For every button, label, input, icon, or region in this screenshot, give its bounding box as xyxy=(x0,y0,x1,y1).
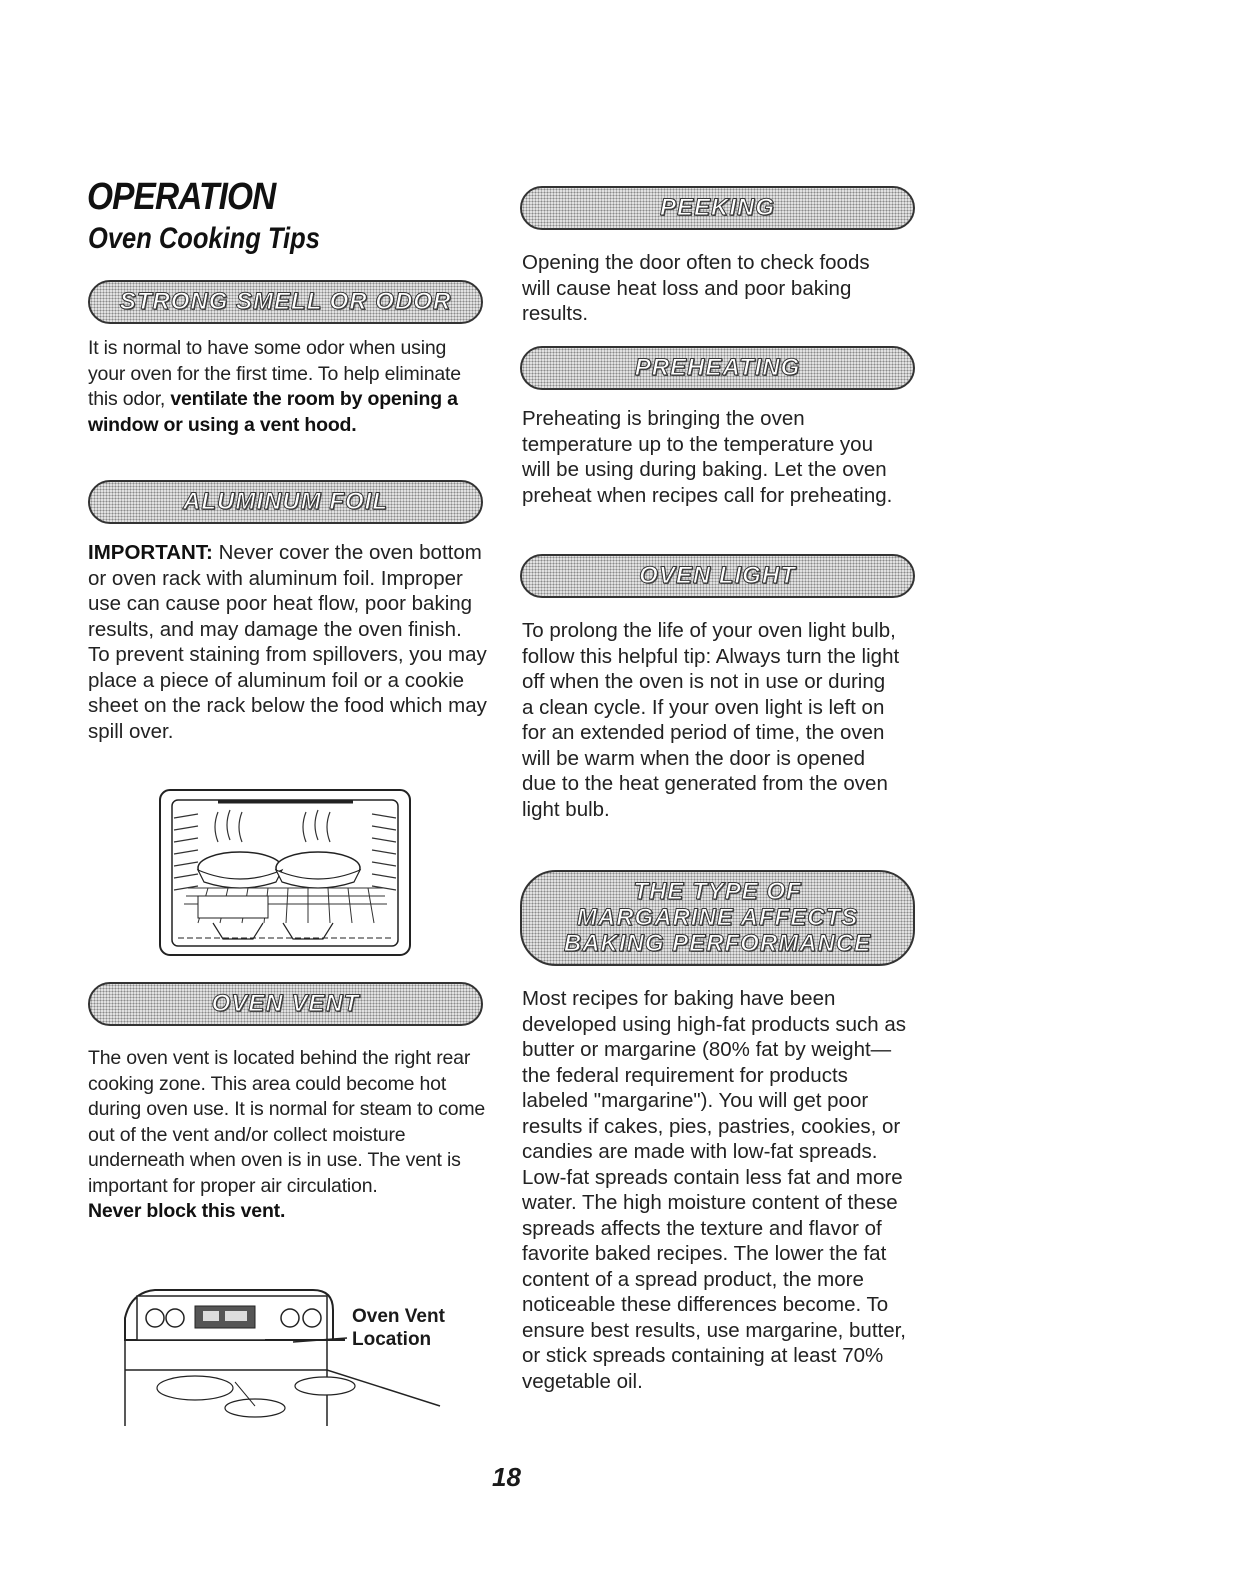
oven-interior-illustration xyxy=(158,788,413,958)
margarine-text: Most recipes for baking have been developed using high-fat products such as butter or margarine (80% fat by weight—the federal requirement for products labeled "margarine"). You will get poor results if cakes, pies, pastries, cookies, or candies are made with low-fat spreads. Low-fat spreads contain less fat and more water. The high moisture content of these spreads affects the texture and flavor of favorite baked recipes. The lower the fat content of a spread product, the more noticeable these differences become. To ensure best results, use margarine, butter, or stick spreads containing at least 70% vegetable oil. xyxy=(522,987,907,1393)
banner-label: ALUMINUM FOIL xyxy=(183,488,388,515)
page-title: OPERATION xyxy=(87,176,276,218)
preheating-text: Preheating is bringing the oven temperature up to the temperature you will be using during baking. Let the oven preheat when recipes call for preheating. xyxy=(522,407,893,507)
banner-oven-light xyxy=(520,554,915,598)
vent-label-line2: Location xyxy=(352,1329,432,1350)
banner-label: OVEN LIGHT xyxy=(639,562,796,589)
vent-warning: Never block this vent. xyxy=(88,1200,286,1222)
page-subtitle: Oven Cooking Tips xyxy=(88,222,320,255)
banner-oven-vent xyxy=(88,982,483,1026)
banner-label: PEEKING xyxy=(659,194,776,221)
odor-text-bold: ventilate the room by opening a window or using a vent hood. xyxy=(88,388,458,436)
banner-label: PREHEATING xyxy=(634,354,801,381)
foil-text xyxy=(88,540,488,744)
page-number: 18 xyxy=(492,1462,521,1492)
banner-peeking xyxy=(520,186,915,230)
oven-vent-location-label xyxy=(352,1305,445,1351)
banner-strong-smell xyxy=(88,280,483,324)
banner-label: STRONG SMELL OR ODOR xyxy=(119,288,452,315)
foil-body: Never cover the oven bottom or oven rack with aluminum foil. Improper use can cause poor heat flow, poor baking results, and may damage the oven finish. To prevent staining from spillovers, you may place a piece of aluminum foil or a cookie sheet on the rack below the food which may spill over. xyxy=(88,541,487,743)
vent-body: The oven vent is located behind the right rear cooking zone. This area could become hot during oven use. It is normal for steam to come out of the vent and/or collect moisture underneath when oven is in use. The vent is important for proper air circulation. xyxy=(88,1047,486,1197)
odor-text-plain: It is normal to have some odor when using your oven for the first time. To help eliminate this odor, xyxy=(88,337,461,410)
vent-text xyxy=(88,1046,488,1225)
vent-label-line1: Oven Vent xyxy=(352,1306,445,1327)
banner-label: THE TYPE OF MARGARINE AFFECTS BAKING PERFORMANCE xyxy=(563,878,872,957)
oven-light-text: To prolong the life of your oven light bulb, follow this helpful tip: Always turn the light off when the oven is not in use or during a clean cycle. If your oven light is left on for an extended period of time, the oven will be warm when the door is opened due to the heat generated from the oven light bulb. xyxy=(522,619,900,821)
banner-margarine xyxy=(520,870,915,966)
range-vent-illustration xyxy=(115,1278,455,1428)
odor-text xyxy=(88,336,488,438)
banner-preheating xyxy=(520,346,915,390)
foil-important: IMPORTANT: xyxy=(88,541,213,564)
banner-aluminum-foil xyxy=(88,480,483,524)
banner-label: OVEN VENT xyxy=(211,990,360,1017)
peeking-text: Opening the door often to check foods will cause heat loss and poor baking results. xyxy=(522,251,870,325)
